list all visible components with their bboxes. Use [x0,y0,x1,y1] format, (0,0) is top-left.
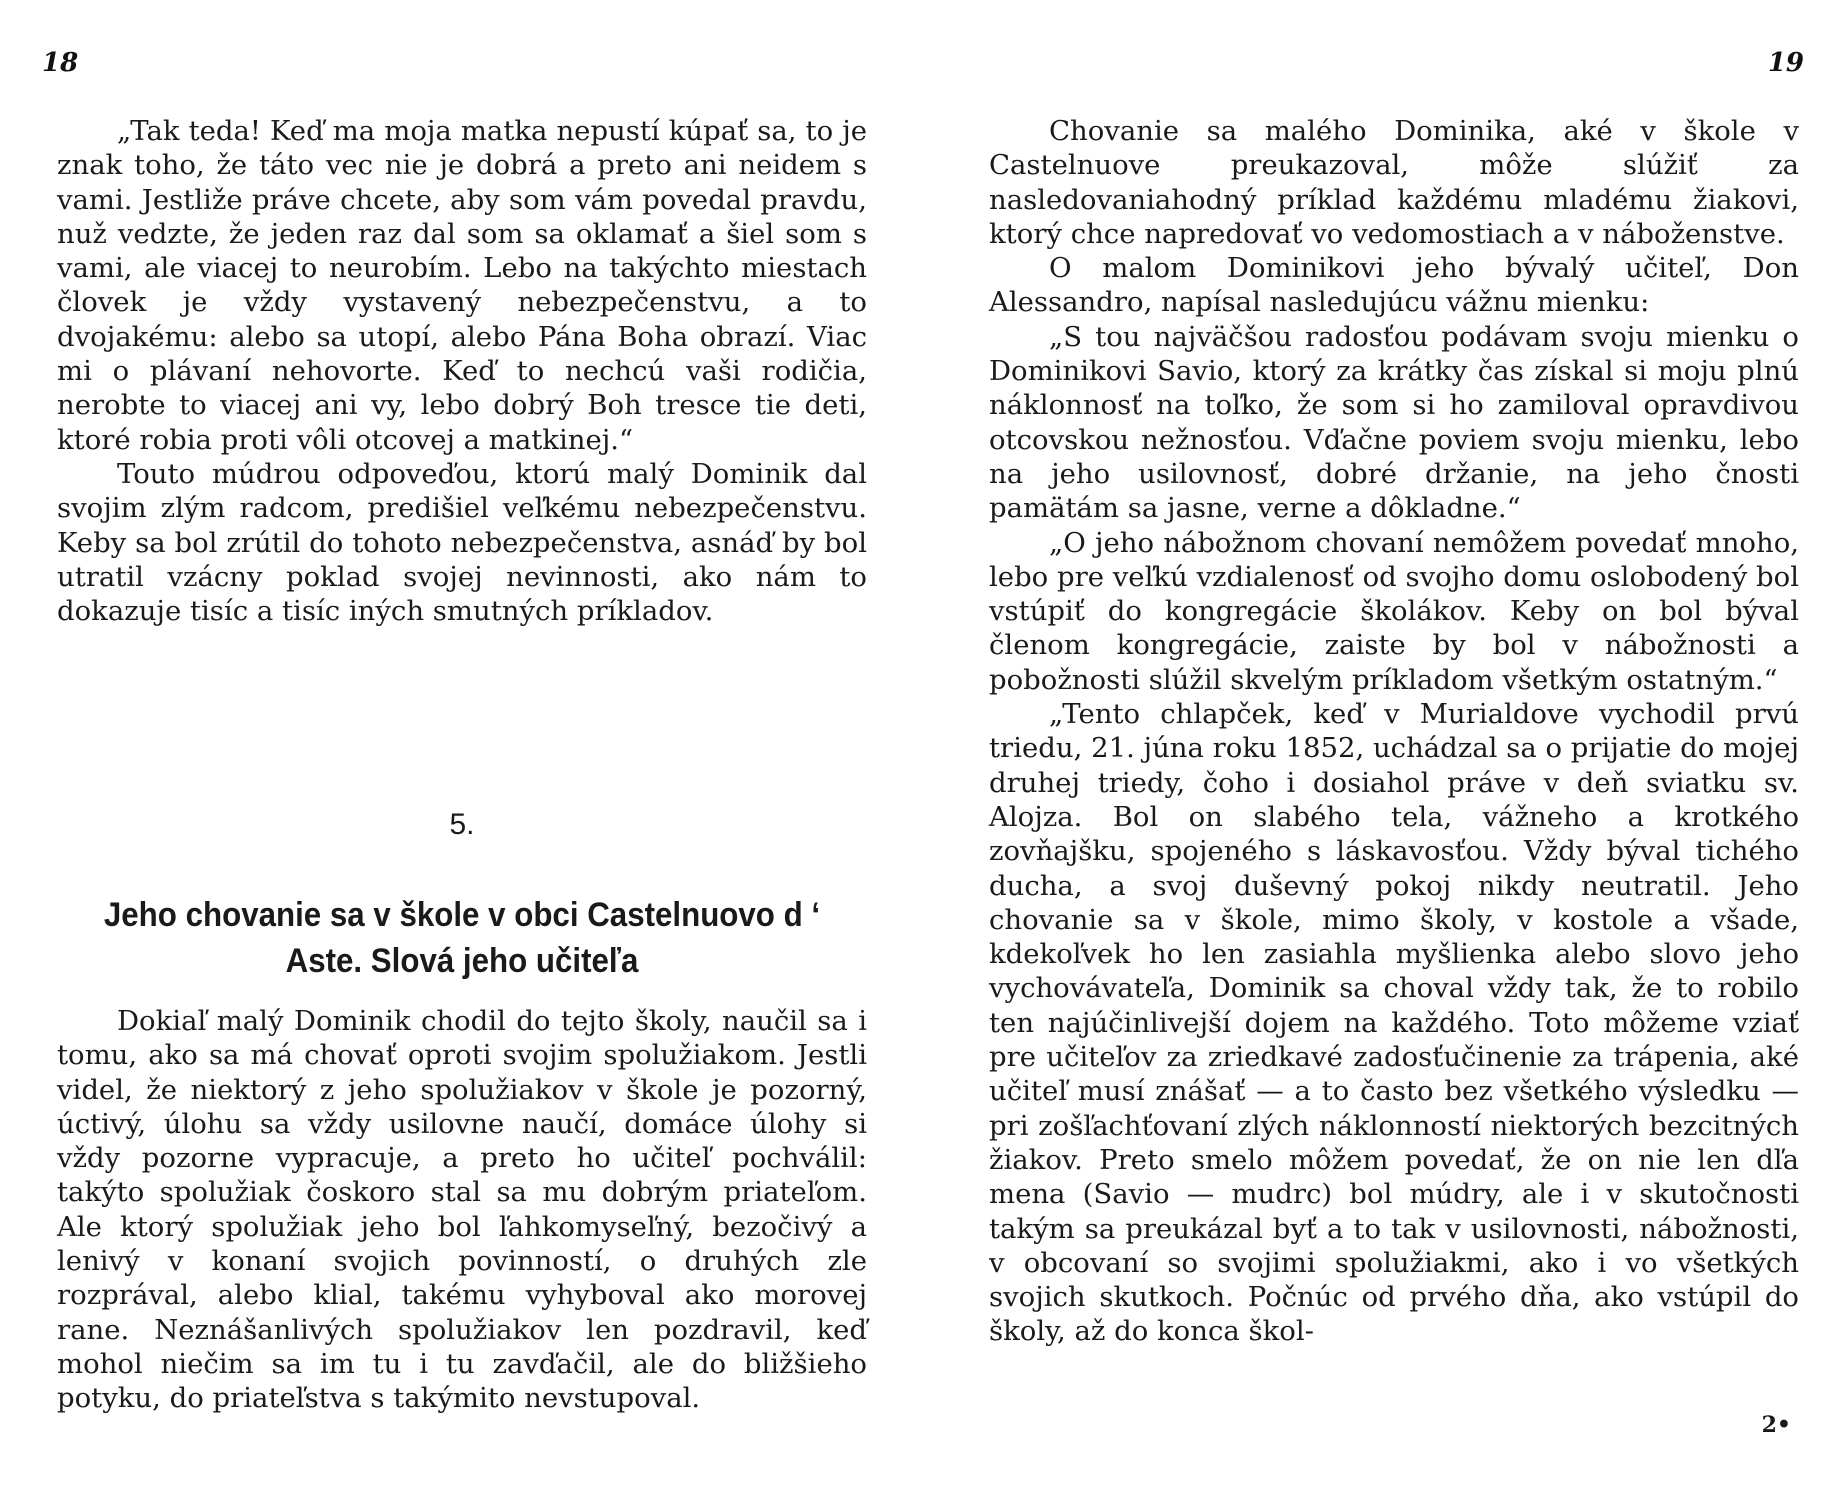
page-number-right: 19 [1767,48,1804,78]
paragraph: O malom Dominikovi jeho bývalý učiteľ, Don Alessandro, napísal nasledujúcu vážnu mienku: [989,252,1799,319]
paragraph: Chovanie sa malého Dominika, aké v škole v Castelnuove preukazoval, môže slúžiť za nasledovaniahodný príklad každému mladému žiakovi, ktorý chce napredovať vo vedomostiach a v náboženstve. [989,115,1799,250]
paragraph: Dokiaľ malý Dominik chodil do tejto školy, naučil sa i tomu, ako sa má chovať oproti svojim spolužiakom. Jestli videl, že niektorý z jeho spolužiakov v škole je pozorný, úctivý, úlohu sa vždy usilovne naučí, domáce úlohy si vždy pozorne vypracuje, a preto ho učiteľ pochválil: takýto spolužiak čoskoro stal sa mu dobrým priateľom. Ale ktorý spolužiak jeho bol ľahkomyseľný, bezočivý a lenivý v konaní svojich povinností, o druhých zle rozprával, alebo klial, takému vyhyboval ako morovej rane. Neznášanlivých spolužiakov len pozdravil, keď mohol niečim sa im tu i tu zavďačil, ale do bližšieho potyku, do priateľstva s takýmito nevstupoval. [57,1005,867,1415]
paragraph: „Tak teda! Keď ma moja matka nepustí kúpať sa, to je znak toho, že táto vec nie je dobrá a preto ani neidem s vami. Jestliže práve chcete, aby som vám povedal pravdu, nuž vedzte, že jeden raz dal som sa oklamať a šiel som s vami, ale viacej to neurobím. Lebo na takýchto miestach človek je vždy vystavený nebezpečenstvu, a to dvojakému: alebo sa utopí, alebo Pána Boha obrazí. Viac mi o plávaní nehovorte. Keď to nechcú vaši rodičia, nerobte to viacej ani vy, lebo dobrý Boh tresce tie deti, ktoré robia proti vôli otcovej a matkinej.“ [57,115,867,456]
chapter-number: 5. [449,808,475,841]
paragraph: „Tento chlapček, keď v Murialdove vychodil prvú triedu, 21. júna roku 1852, uchádzal sa o prijatie do mojej druhej triedy, čoho i dosiahol práve v deň sviatku sv. Alojza. Bol on slabého tela, vážneho a krotkého zovňajšku, spojeného s láskavosťou. Vždy býval tichého ducha, a svoj duševný pokoj nikdy neutratil. Jeho chovanie sa v škole, mimo školy, v kostole a všade, kdekoľvek ho len zasiahla myšlienka alebo slovo jeho vychovávateľa, Dominik sa choval vždy tak, že to robilo ten najúčinlivejší dojem na každého. Toto môžeme vziať pre učiteľov za zriedkavé zadosťučinenie za trápenia, aké učiteľ musí znášať — a to často bez všetkého výsledku — pri zošľachťovaní zlých náklonností niektorých bezcitných žiakov. Preto smelo môžem povedať, že on nie len dľa mena (Savio — mudrc) bol múdry, ale i v skutočnosti takým sa preukázal byť a to tak v usilovnosti, nábožnosti, v obcovaní so svojimi spolužiakmi, ako i vo všetkých svojich skutkoch. Počnúc od prvého dňa, ako vstúpil do školy, až do konca škol- [989,698,1799,1348]
chapter-title: Jeho chovanie sa v škole v obci Castelnuovo d ‘ Aste. Slová jeho učiteľa [103,896,821,980]
paragraph: „S tou najväčšou radosťou podávam svoju mienku o Dominikovi Savio, ktorý za krátky čas získal si moju plnú náklonnosť na toľko, že som si ho zamiloval opravdivou otcovskou nežnosťou. Vďačne poviem svoju mienku, lebo na jeho usilovnosť, dobré držanie, na jeho čnosti pamätám sa jasne, verne a dôkladne.“ [989,320,1799,525]
signature-mark: 2• [1761,1412,1791,1438]
left-text-top [57,114,867,628]
paragraph: Touto múdrou odpoveďou, ktorú malý Dominik dal svojim zlým radcom, predišiel veľkému nebezpečenstvu. Keby sa bol zrútil do tohoto nebezpečenstva, asnáď by bol utratil vzácny poklad svojej nevinnosti, ako nám to dokazuje tisíc a tisíc iných smutných príkladov. [57,457,867,628]
page-number-left: 18 [42,48,79,78]
right-page [923,0,1846,1500]
right-text [989,114,1799,1349]
paragraph: „O jeho nábožnom chovaní nemôžem povedať mnoho, lebo pre veľkú vzdialenosť od svojho domu oslobodený bol vstúpiť do kongregácie školákov. Keby on bol býval členom kongregácie, zaiste by bol v nábožnosti a pobožnosti slúžil skvelým príkladom všetkým ostatným.“ [989,526,1799,696]
left-text-bottom [57,1004,867,1416]
